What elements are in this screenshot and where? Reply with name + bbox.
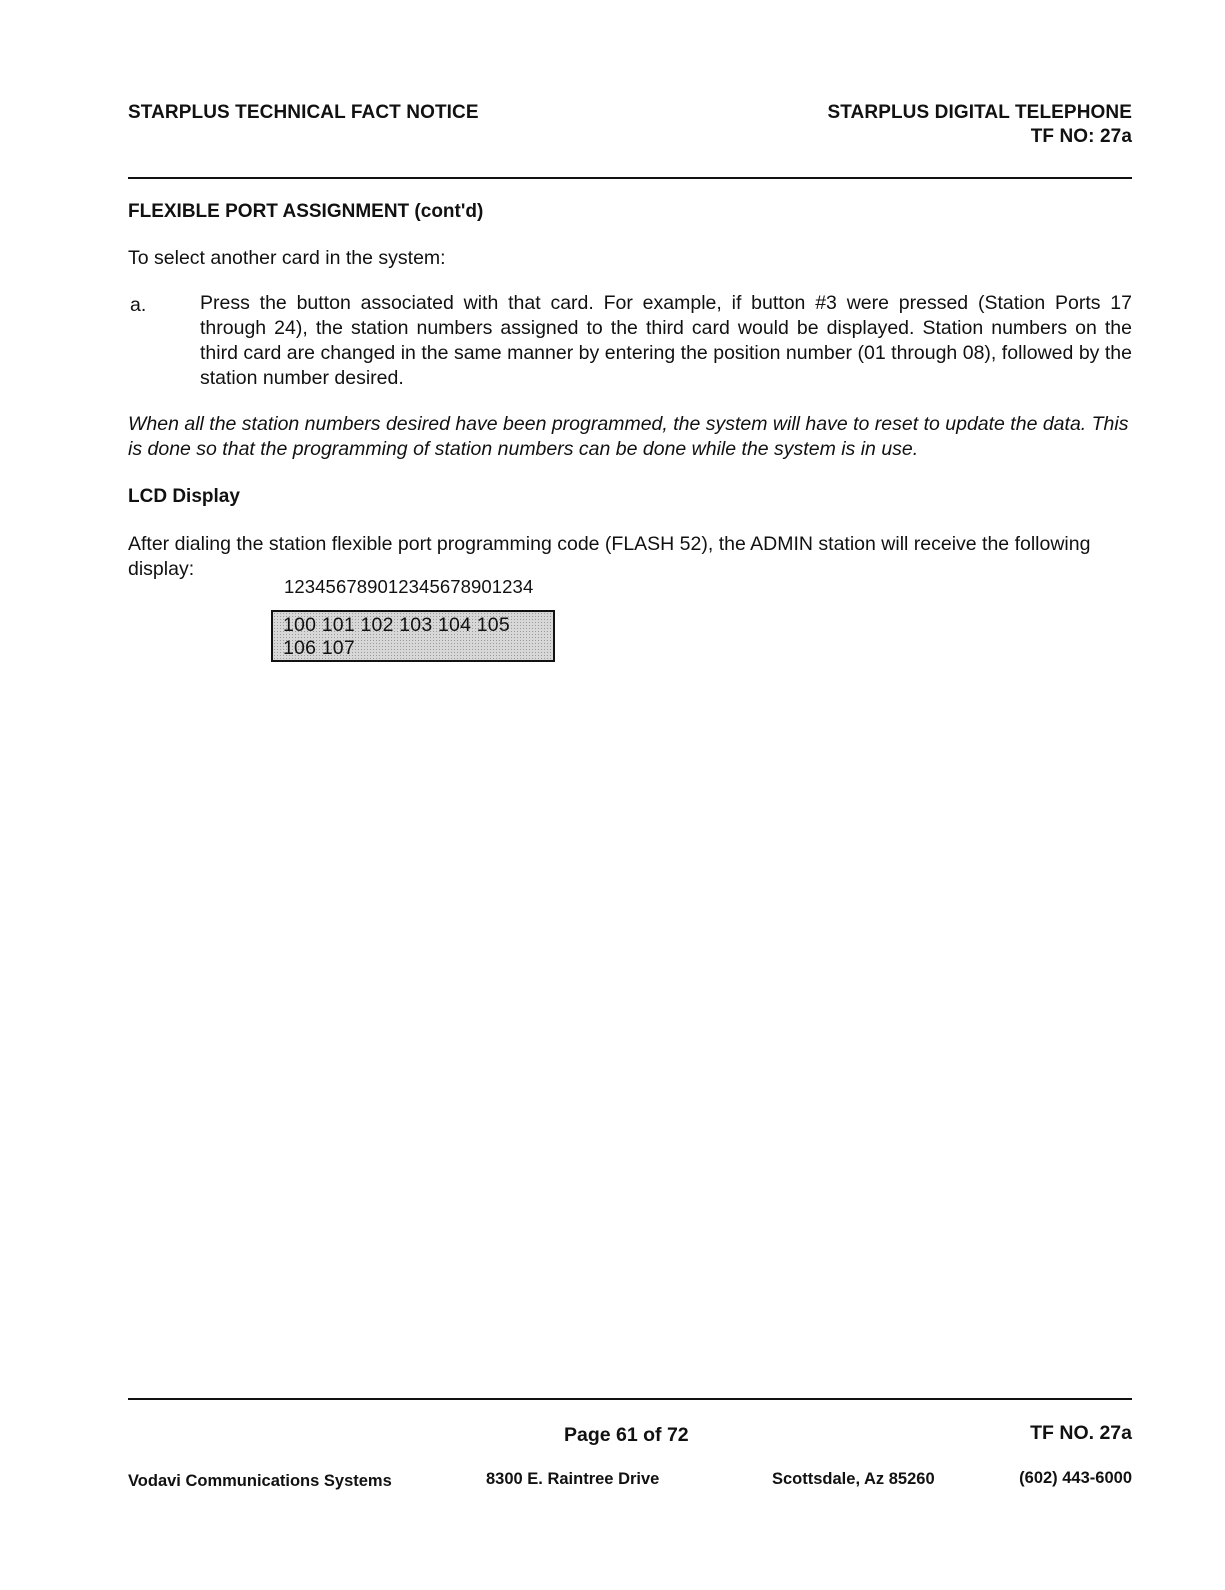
header-left-title: STARPLUS TECHNICAL FACT NOTICE: [128, 102, 479, 123]
list-marker: a.: [130, 294, 147, 316]
lcd-line-1: 100 101 102 103 104 105: [283, 614, 510, 636]
intro-text: To select another card in the system:: [128, 247, 446, 269]
footer-city: Scottsdale, Az 85260: [772, 1470, 935, 1488]
page-number: Page 61 of 72: [564, 1424, 689, 1446]
italic-note: When all the station numbers desired have been programmed, the system will have to reset to update the data. This is done so that the programming of station numbers can be done while the system is in use.: [128, 413, 1129, 460]
lcd-display: [271, 610, 555, 662]
footer-tf-number: TF NO. 27a: [1030, 1422, 1132, 1444]
lcd-column-ruler: 123456789012345678901234: [284, 576, 534, 597]
lcd-line-2: 106 107: [283, 637, 355, 659]
header-right-title: STARPLUS DIGITAL TELEPHONE: [827, 102, 1132, 123]
header-tf-number: TF NO: 27a: [1030, 126, 1132, 147]
section-title: FLEXIBLE PORT ASSIGNMENT (cont'd): [128, 201, 484, 222]
lcd-intro-text: After dialing the station flexible port programming code (FLASH 52), the ADMIN station will receive the following display:: [128, 533, 1091, 580]
list-item-text: Press the button associated with that card. For example, if button #3 were pressed (Station Ports 17 through 24), the station numbers assigned to the third card would be displayed. Station numbers on the third card are changed in the same manner by entering the position number (01 through 08), followed by the station number desired.: [200, 292, 1132, 389]
footer-address: 8300 E. Raintree Drive: [486, 1470, 660, 1488]
footer-company: Vodavi Communications Systems: [128, 1472, 392, 1490]
header-divider: [128, 177, 1132, 179]
footer-phone: (602) 443-6000: [1019, 1469, 1132, 1487]
lcd-section-title: LCD Display: [128, 486, 240, 507]
footer-divider: [128, 1398, 1132, 1400]
